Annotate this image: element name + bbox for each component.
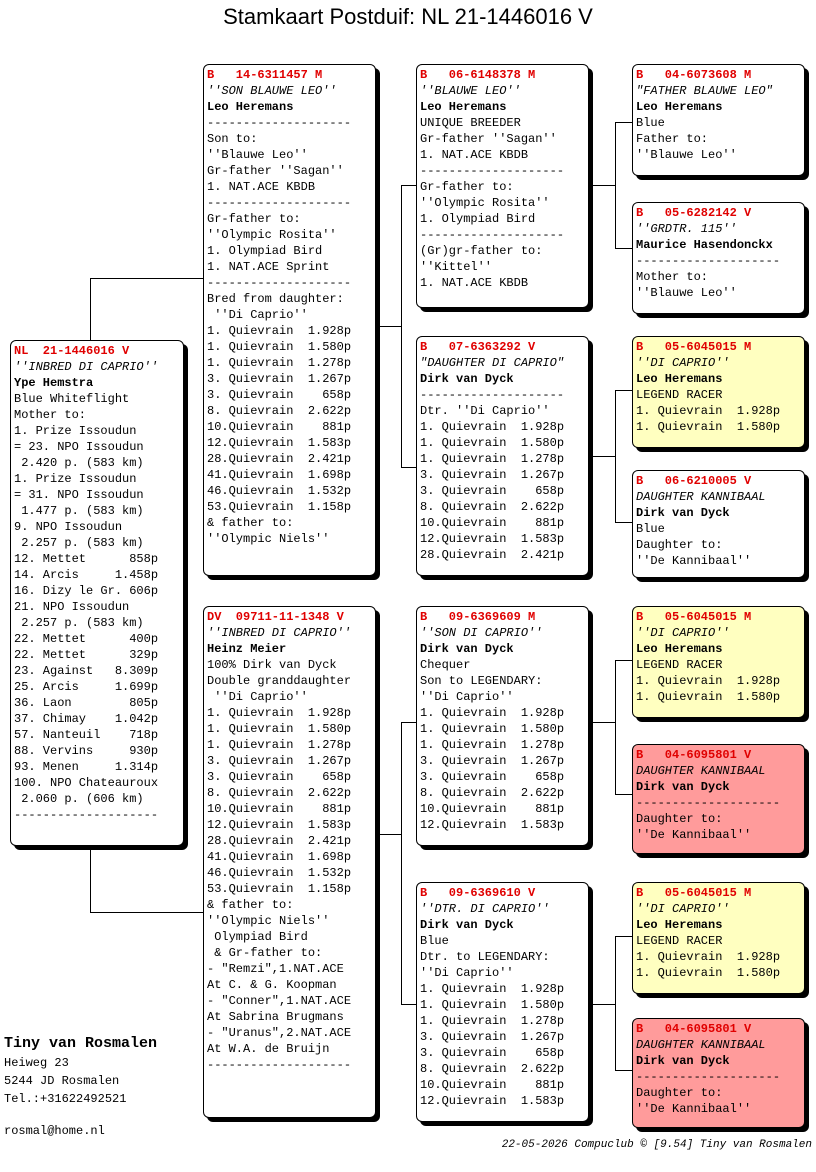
info-line: -------------------- [207,116,352,130]
info-line: At W.A. de Bruijn [207,1042,330,1056]
pigeon-card-subject[interactable] [10,340,184,846]
info-line: 10.Quievrain 881p [207,420,352,434]
info-line: ''Kittel'' [420,260,493,274]
info-line: Blue [636,116,665,130]
connector [615,936,616,1070]
info-line: 1. NAT.ACE KBDB [420,276,529,290]
breeder-name: Ype Hemstra [14,376,94,390]
info-line: 3. Quievrain 1.267p [207,754,352,768]
info-line: 100% Dirk van Dyck [207,658,337,672]
info-line: Chequer [420,658,471,672]
info-line: 36. Laon 805p [14,696,159,710]
info-line: 28.Quievrain 2.421p [207,452,352,466]
connector [401,185,402,467]
ring-number: B 06-6210005 V [636,474,752,488]
info-line: At C. & G. Koopman [207,978,337,992]
info-line: (Gr)gr-father to: [420,244,543,258]
info-line: At Sabrina Brugmans [207,1010,344,1024]
info-line: 1. Quievrain 1.278p [207,738,352,752]
info-line: Olympiad Bird [207,930,308,944]
info-line: 10.Quievrain 881p [420,802,565,816]
info-line: -------------------- [420,388,565,402]
breeder-name: Maurice Hasendonckx [636,238,773,252]
info-line: Dtr. ''Di Caprio'' [420,404,550,418]
breeder-name: Leo Heremans [420,100,507,114]
info-line: 1. Quievrain 1.928p [420,982,565,996]
info-line: Father to: [636,132,709,146]
breeder-name: Dirk van Dyck [636,506,730,520]
info-line: 46.Quievrain 1.532p [207,866,352,880]
breeder-name: Dirk van Dyck [420,918,514,932]
pigeon-card-ff-mother[interactable] [632,202,805,314]
info-line: Son to: [207,132,258,146]
info-line: 16. Dizy le Gr. 606p [14,584,159,598]
info-line: 1. NAT.ACE Sprint [207,260,330,274]
connector [401,185,417,186]
info-line: Daughter to: [636,538,723,552]
info-line: 1. Quievrain 1.580p [636,420,781,434]
info-line: 1. Olympiad Bird [420,212,536,226]
ring-number: B 14-6311457 M [207,68,323,82]
ring-number: B 05-6282142 V [636,206,752,220]
info-line: 12. Mettet 858p [14,552,159,566]
info-line: Double granddaughter [207,674,352,688]
info-line: 23. Against 8.309p [14,664,159,678]
info-line: 12.Quievrain 1.583p [207,436,352,450]
owner-email[interactable]: rosmal@home.nl [4,1124,105,1138]
info-line: & father to: [207,898,294,912]
info-line: 28.Quievrain 2.421p [420,548,565,562]
info-line: ''Di Caprio'' [420,966,514,980]
connector [615,248,632,249]
info-line: 1. NAT.ACE KBDB [207,180,316,194]
info-line: 9. NPO Issoudun [14,520,123,534]
pigeon-name: ''DI CAPRIO'' [636,356,730,370]
info-line: 1. Quievrain 1.580p [636,966,781,980]
info-line: Gr-father ''Sagan'' [207,164,344,178]
connector [589,722,615,723]
info-line: 1. Quievrain 1.580p [420,722,565,736]
breeder-name: Leo Heremans [636,642,723,656]
footer-text: 22-05-2026 Compuclub © [9.54] Tiny van Rosmalen [501,1139,812,1151]
info-line: 1. Quievrain 1.928p [207,324,352,338]
info-line: = 23. NPO Issoudun [14,440,144,454]
info-line: Mother to: [14,408,87,422]
info-line: ''Blauwe Leo'' [207,148,308,162]
info-line: Blue [420,934,449,948]
pigeon-name: ''DI CAPRIO'' [636,902,730,916]
connector [615,794,632,795]
info-line: 8. Quievrain 2.622p [420,1062,565,1076]
ring-number: B 05-6045015 M [636,340,752,354]
info-line: ''Olympic Niels'' [207,532,330,546]
info-line: 1. NAT.ACE KBDB [420,148,529,162]
info-line: 12.Quievrain 1.583p [420,818,565,832]
info-line: 53.Quievrain 1.158p [207,882,352,896]
ring-number: B 06-6148378 M [420,68,536,82]
info-line: -------------------- [207,276,352,290]
ring-number: B 04-6095801 V [636,748,752,762]
info-line: 1. Quievrain 1.278p [420,1014,565,1028]
breeder-name: Leo Heremans [636,918,723,932]
pigeon-name: DAUGHTER KANNIBAAL [636,490,766,504]
info-line: Bred from daughter: [207,292,344,306]
info-line: 28.Quievrain 2.421p [207,834,352,848]
breeder-name: Leo Heremans [636,372,723,386]
info-line: 3. Quievrain 658p [207,388,352,402]
breeder-name: Leo Heremans [207,100,294,114]
info-line: 22. Mettet 329p [14,648,159,662]
connector [401,722,417,723]
breeder-name: Dirk van Dyck [636,780,730,794]
info-line: = 31. NPO Issoudun [14,488,144,502]
pigeon-card-mm-mother[interactable] [632,1018,805,1128]
info-line: 8. Quievrain 2.622p [207,404,352,418]
connector [589,185,615,186]
connector [401,722,402,1004]
ring-number: B 05-6045015 M [636,886,752,900]
info-line: Son to LEGENDARY: [420,674,543,688]
connector [589,1004,615,1005]
info-line: 8. Quievrain 2.622p [420,786,565,800]
owner-phone: Tel.:+31622492521 [4,1092,127,1106]
ring-number: B 04-6073608 M [636,68,752,82]
connector [615,660,632,661]
info-line: 1. Quievrain 1.928p [636,404,781,418]
connector [615,522,632,523]
info-line: -------------------- [636,1070,781,1084]
connector [589,456,615,457]
info-line: 2.420 p. (583 km) [14,456,144,470]
info-line: ''Blauwe Leo'' [636,148,737,162]
info-line: ''Olympic Niels'' [207,914,330,928]
connector [376,834,401,835]
info-line: 8. Quievrain 2.622p [420,500,565,514]
info-line: 93. Menen 1.314p [14,760,159,774]
pigeon-name: "FATHER BLAUWE LEO" [636,84,773,98]
info-line: -------------------- [636,254,781,268]
info-line: ''Olympic Rosita'' [207,228,337,242]
ring-number: B 09-6369609 M [420,610,536,624]
info-line: 1.477 p. (583 km) [14,504,144,518]
info-line: 3. Quievrain 1.267p [420,468,565,482]
info-line: 1. Quievrain 1.928p [420,420,565,434]
info-line: 10.Quievrain 881p [207,802,352,816]
info-line: 1. Quievrain 1.580p [420,998,565,1012]
info-line: 1. Quievrain 1.928p [636,674,781,688]
info-line: 1. Quievrain 1.580p [420,436,565,450]
connector [615,936,632,937]
info-line: 57. Nanteuil 718p [14,728,159,742]
info-line: 37. Chimay 1.042p [14,712,159,726]
info-line: ''Di Caprio'' [207,690,308,704]
breeder-name: Dirk van Dyck [636,1054,730,1068]
connector [376,326,401,327]
info-line: 53.Quievrain 1.158p [207,500,352,514]
pigeon-card-mf-mother[interactable] [632,744,805,854]
pigeon-name: ''BLAUWE LEO'' [420,84,521,98]
breeder-name: Dirk van Dyck [420,642,514,656]
ring-number: B 05-6045015 M [636,610,752,624]
info-line: - "Conner",1.NAT.ACE [207,994,352,1008]
info-line: 1. Quievrain 1.928p [420,706,565,720]
info-line: 22. Mettet 400p [14,632,159,646]
info-line: 21. NPO Issoudun [14,600,130,614]
info-line: -------------------- [420,164,565,178]
connector [401,1004,417,1005]
info-line: 10.Quievrain 881p [420,1078,565,1092]
pigeon-card-father[interactable] [203,64,376,576]
info-line: ''De Kannibaal'' [636,554,752,568]
info-line: Gr-father ''Sagan'' [420,132,557,146]
pigeon-card-mf-father[interactable] [632,606,805,718]
info-line: LEGEND RACER [636,934,723,948]
info-line: 1. Quievrain 1.278p [420,452,565,466]
info-line: -------------------- [636,796,781,810]
info-line: 100. NPO Chateauroux [14,776,159,790]
info-line: ''Di Caprio'' [420,690,514,704]
info-line: 1. Quievrain 1.278p [207,356,352,370]
info-line: LEGEND RACER [636,388,723,402]
info-line: 25. Arcis 1.699p [14,680,159,694]
pigeon-name: "DAUGHTER DI CAPRIO" [420,356,565,370]
connector [615,390,616,522]
info-line: 2.060 p. (606 km) [14,792,144,806]
info-line: 1. Quievrain 1.928p [207,706,352,720]
owner-block [4,1034,157,1108]
connector [90,846,91,912]
ring-number: B 09-6369610 V [420,886,536,900]
info-line: 88. Vervins 930p [14,744,159,758]
pigeon-name: ''SON BLAUWE LEO'' [207,84,337,98]
info-line: 3. Quievrain 1.267p [207,372,352,386]
page-title: Stamkaart Postduif: NL 21-1446016 V [223,4,593,29]
connector [615,122,616,248]
pigeon-card-mm-father[interactable] [632,882,805,994]
info-line: -------------------- [14,808,159,822]
pigeon-card-father-mother[interactable] [416,336,589,576]
info-line: -------------------- [207,1058,352,1072]
info-line: 3. Quievrain 658p [420,484,565,498]
info-line: Blue Whiteflight [14,392,130,406]
owner-name: Tiny van Rosmalen [4,1035,158,1052]
info-line: Daughter to: [636,1086,723,1100]
info-line: Dtr. to LEGENDARY: [420,950,550,964]
pigeon-name: DAUGHTER KANNIBAAL [636,1038,766,1052]
pigeon-name: ''SON DI CAPRIO'' [420,626,543,640]
info-line: Mother to: [636,270,709,284]
info-line: -------------------- [420,228,565,242]
ring-number: B 04-6095801 V [636,1022,752,1036]
breeder-name: Heinz Meier [207,642,287,656]
info-line: 46.Quievrain 1.532p [207,484,352,498]
info-line: & father to: [207,516,294,530]
info-line: 1. Quievrain 1.580p [207,722,352,736]
pigeon-name: ''INBRED DI CAPRIO'' [14,360,159,374]
info-line: 41.Quievrain 1.698p [207,468,352,482]
connector [615,1070,632,1071]
info-line: 1. Olympiad Bird [207,244,323,258]
info-line: ''De Kannibaal'' [636,828,752,842]
info-line: - "Remzi",1.NAT.ACE [207,962,344,976]
pigeon-name: ''DTR. DI CAPRIO'' [420,902,550,916]
info-line: Gr-father to: [207,212,301,226]
info-line: 3. Quievrain 658p [420,1046,565,1060]
info-line: Daughter to: [636,812,723,826]
info-line: 1. Quievrain 1.928p [636,950,781,964]
info-line: 3. Quievrain 1.267p [420,754,565,768]
ring-number: DV 09711-11-1348 V [207,610,344,624]
connector [615,122,632,123]
pigeon-card-mother-father[interactable] [416,606,589,846]
pigeon-card-ff-father[interactable] [632,64,805,176]
info-line: ''Blauwe Leo'' [636,286,737,300]
info-line: 3. Quievrain 1.267p [420,1030,565,1044]
pigeon-card-mother-mother[interactable] [416,882,589,1122]
breeder-name: Leo Heremans [636,100,723,114]
info-line: 1. Quievrain 1.278p [420,738,565,752]
info-line: ''De Kannibaal'' [636,1102,752,1116]
pigeon-name: DAUGHTER KANNIBAAL [636,764,766,778]
info-line: ''Di Caprio'' [207,308,308,322]
info-line: 1. Quievrain 1.580p [207,340,352,354]
pigeon-card-fm-mother[interactable] [632,470,805,578]
connector [615,390,632,391]
info-line: 1. Quievrain 1.580p [636,690,781,704]
info-line: 41.Quievrain 1.698p [207,850,352,864]
connector [615,660,616,794]
pigeon-name: ''INBRED DI CAPRIO'' [207,626,352,640]
info-line: LEGEND RACER [636,658,723,672]
info-line: 14. Arcis 1.458p [14,568,159,582]
info-line: 1. Prize Issoudun [14,424,137,438]
info-line: - "Uranus",2.NAT.ACE [207,1026,352,1040]
info-line: 12.Quievrain 1.583p [207,818,352,832]
info-line: 12.Quievrain 1.583p [420,1094,565,1108]
info-line: 3. Quievrain 658p [207,770,352,784]
pigeon-name: ''GRDTR. 115'' [636,222,737,236]
info-line: 8. Quievrain 2.622p [207,786,352,800]
info-line: 10.Quievrain 881p [420,516,565,530]
owner-street: Heiweg 23 [4,1056,69,1070]
info-line: Gr-father to: [420,180,514,194]
info-line: Blue [636,522,665,536]
info-line: UNIQUE BREEDER [420,116,521,130]
connector [90,912,204,913]
ring-number: NL 21-1446016 V [14,344,130,358]
breeder-name: Dirk van Dyck [420,372,514,386]
info-line: & Gr-father to: [207,946,323,960]
connector [90,278,91,340]
owner-city: 5244 JD Rosmalen [4,1074,120,1088]
pigeon-name: ''DI CAPRIO'' [636,626,730,640]
pigeon-card-father-father[interactable] [416,64,589,308]
connector [90,278,204,279]
info-line: -------------------- [207,196,352,210]
pigeon-card-mother[interactable] [203,606,376,1118]
info-line: 12.Quievrain 1.583p [420,532,565,546]
info-line: 3. Quievrain 658p [420,770,565,784]
info-line: 1. Prize Issoudun [14,472,137,486]
info-line: ''Olympic Rosita'' [420,196,550,210]
ring-number: B 07-6363292 V [420,340,536,354]
pigeon-card-fm-father[interactable] [632,336,805,448]
info-line: 2.257 p. (583 km) [14,536,144,550]
info-line: 2.257 p. (583 km) [14,616,144,630]
connector [401,467,417,468]
